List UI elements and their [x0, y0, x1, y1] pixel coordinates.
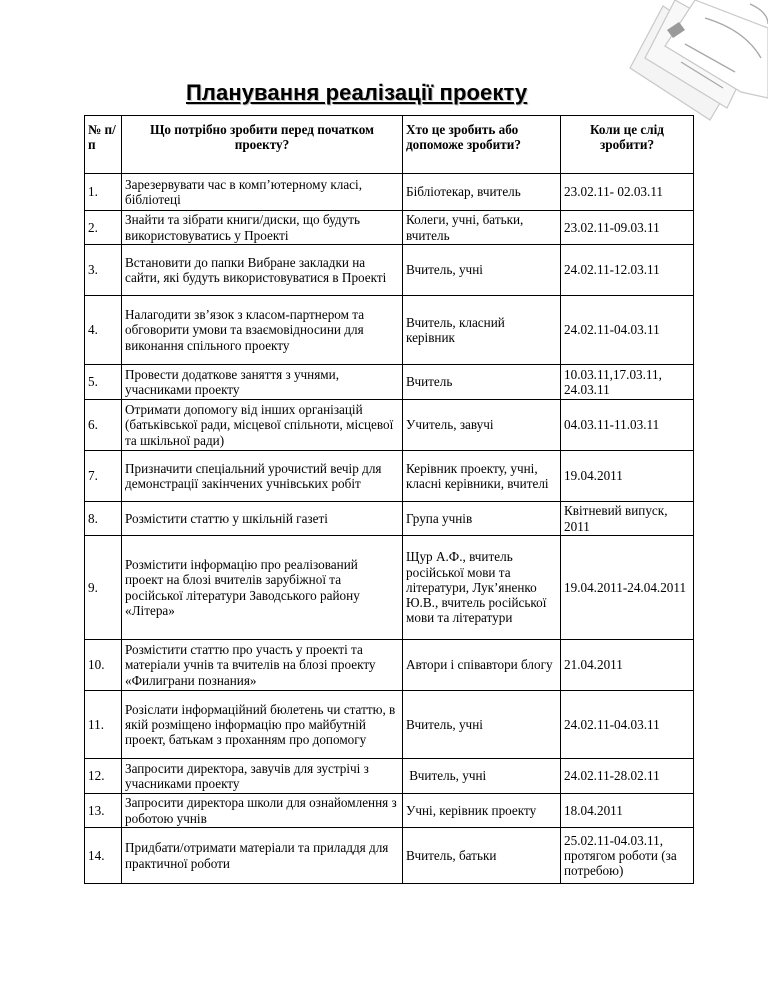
- row-when: 24.02.11-04.03.11: [561, 691, 694, 759]
- page-title: Планування реалізації проекту: [186, 80, 528, 105]
- row-num: 2.: [85, 211, 122, 245]
- row-task: Призначити спеціальний урочистий вечір для демонстрації закінчених учнівських робіт: [122, 451, 403, 502]
- row-who: Вчитель: [403, 365, 561, 400]
- header-when: Коли це слід зробити?: [561, 116, 694, 174]
- row-task: Отримати допомогу від інших організацій (батьківської ради, місцевої спільноти, місцевої та шкільної ради): [122, 400, 403, 451]
- table-row: [85, 245, 694, 296]
- row-when: 04.03.11-11.03.11: [561, 400, 694, 451]
- row-when: 24.02.11-28.02.11: [561, 759, 694, 794]
- row-who: Автори і співавтори блогу: [403, 640, 561, 691]
- header-who: Хто це зробить або допоможе зробити?: [403, 116, 561, 174]
- row-task: Запросити директора, завучів для зустрічі з учасниками проекту: [122, 759, 403, 794]
- row-num: 1.: [85, 174, 122, 211]
- row-task: Знайти та зібрати книги/диски, що будуть використовуватись у Проекті: [122, 211, 403, 245]
- row-num: 13.: [85, 794, 122, 828]
- header-task: Що потрібно зробити перед початком проекту?: [122, 116, 403, 174]
- row-when: Квітневий випуск, 2011: [561, 502, 694, 536]
- table-row: [85, 502, 694, 536]
- row-task: Розмістити статтю у шкільній газеті: [122, 502, 403, 536]
- row-when: 18.04.2011: [561, 794, 694, 828]
- row-num: 7.: [85, 451, 122, 502]
- row-task: Налагодити зв’язок з класом-партнером та обговорити умови та взаємовідносини для виконання спільного проекту: [122, 296, 403, 365]
- table-row: [85, 828, 694, 884]
- row-when: 19.04.2011-24.04.2011: [561, 536, 694, 640]
- table-header-row: [85, 116, 694, 174]
- row-who: Щур А.Ф., вчитель російської мови та літератури, Лук’яненко Ю.В., вчитель російської мови та літератури: [403, 536, 561, 640]
- papers-decoration-icon: [545, 0, 768, 130]
- row-num: 3.: [85, 245, 122, 296]
- row-when: 10.03.11,17.03.11, 24.03.11: [561, 365, 694, 400]
- row-task: Придбати/отримати матеріали та приладдя для практичної роботи: [122, 828, 403, 884]
- table-row: [85, 296, 694, 365]
- table-row: [85, 536, 694, 640]
- row-num: 5.: [85, 365, 122, 400]
- table-row: [85, 451, 694, 502]
- row-num: 12.: [85, 759, 122, 794]
- row-who: Бібліотекар, вчитель: [403, 174, 561, 211]
- row-num: 4.: [85, 296, 122, 365]
- row-num: 11.: [85, 691, 122, 759]
- row-task: Зарезервувати час в комп’ютерному класі, бібліотеці: [122, 174, 403, 211]
- row-who: Вчитель, батьки: [403, 828, 561, 884]
- row-who: Вчитель, учні: [403, 759, 561, 794]
- row-who: Вчитель, учні: [403, 245, 561, 296]
- row-when: 23.02.11-09.03.11: [561, 211, 694, 245]
- row-when: 24.02.11-12.03.11: [561, 245, 694, 296]
- row-who: Учитель, завучі: [403, 400, 561, 451]
- row-task: Розмістити статтю про участь у проекті та матеріали учнів та вчителів на блозі проекту «Филиграни познания»: [122, 640, 403, 691]
- project-plan-table: [84, 115, 694, 884]
- row-num: 9.: [85, 536, 122, 640]
- row-who: Група учнів: [403, 502, 561, 536]
- row-num: 10.: [85, 640, 122, 691]
- row-num: 6.: [85, 400, 122, 451]
- table-row: [85, 794, 694, 828]
- table-row: [85, 640, 694, 691]
- row-who: Вчитель, класний керівник: [403, 296, 561, 365]
- row-when: 25.02.11-04.03.11, протягом роботи (за потребою): [561, 828, 694, 884]
- row-who: Колеги, учні, батьки, вчитель: [403, 211, 561, 245]
- row-task: Запросити директора школи для ознайомлення з роботою учнів: [122, 794, 403, 828]
- table-row: [85, 400, 694, 451]
- row-num: 14.: [85, 828, 122, 884]
- row-when: 23.02.11- 02.03.11: [561, 174, 694, 211]
- row-who: Учні, керівник проекту: [403, 794, 561, 828]
- header-num: № п/п: [85, 116, 122, 174]
- table-row: [85, 691, 694, 759]
- table-row: [85, 174, 694, 211]
- row-who: Вчитель, учні: [403, 691, 561, 759]
- row-num: 8.: [85, 502, 122, 536]
- row-task: Встановити до папки Вибране закладки на сайти, які будуть використовуватися в Проекті: [122, 245, 403, 296]
- table-row: [85, 759, 694, 794]
- table-row: [85, 211, 694, 245]
- row-who: Керівник проекту, учні, класні керівники, вчителі: [403, 451, 561, 502]
- row-when: 24.02.11-04.03.11: [561, 296, 694, 365]
- row-task: Розіслати інформаційний бюлетень чи статтю, в якій розміщено інформацію про майбутній проект, батькам з проханням про допомогу: [122, 691, 403, 759]
- row-when: 21.04.2011: [561, 640, 694, 691]
- table-row: [85, 365, 694, 400]
- row-when: 19.04.2011: [561, 451, 694, 502]
- row-task: Розмістити інформацію про реалізований проект на блозі вчителів зарубіжної та російської літератури Заводського району «Літера»: [122, 536, 403, 640]
- row-task: Провести додаткове заняття з учнями, учасниками проекту: [122, 365, 403, 400]
